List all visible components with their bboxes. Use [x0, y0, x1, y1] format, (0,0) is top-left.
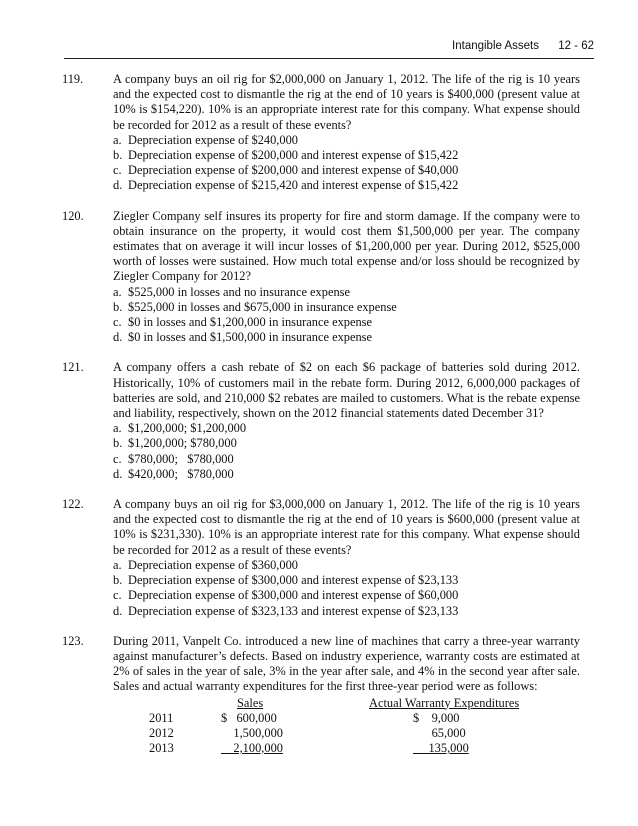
question-119 [62, 72, 580, 194]
option-d: d. Depreciation expense of $215,420 and interest expense of $15,422 [113, 178, 459, 193]
question-number: 123. [62, 633, 84, 648]
question-120 [62, 209, 580, 346]
header-sales: Sales [237, 695, 264, 710]
question-121 [62, 360, 580, 482]
question-number: 122. [62, 497, 84, 512]
option-c: c. Depreciation expense of $300,000 and interest expense of $60,000 [113, 588, 459, 603]
question-stem: During 2011, Vanpelt Co. introduced a new line of machines that carry a three-year warranty against manufacturer’s defects. Based on industry experience, warranty costs are estimated at 2% of sales in the year of sale, 3% in the year after sale, and 4% in the second year after sale. Sales and actual warranty expenditures for the first three-year period were as follows: [113, 633, 580, 694]
option-d: d. Depreciation expense of $323,133 and interest expense of $23,133 [113, 603, 459, 618]
question-stem: Ziegler Company self insures its property for fire and storm damage. If the company were to obtain insurance on the property, it would cost them $1,500,000 per year. The company estimates that on average it will incur losses of $1,200,000 per year. During 2012, $525,000 worth of losses were sustained. How much total expense and/or loss should be recognized by Ziegler Company for 2012? [113, 208, 580, 284]
warranty-table [113, 696, 519, 757]
option-b: b. Depreciation expense of $300,000 and interest expense of $23,133 [113, 573, 459, 588]
option-c: c. Depreciation expense of $200,000 and interest expense of $40,000 [113, 163, 459, 178]
table-row [113, 741, 519, 756]
table-row [113, 726, 519, 741]
option-b: b. $1,200,000; $780,000 [113, 436, 237, 451]
cell-year: 2013 [149, 741, 174, 756]
cell-warranty: $ 9,000 [413, 710, 460, 725]
option-a: a. $1,200,000; $1,200,000 [113, 421, 247, 436]
cell-year: 2011 [149, 710, 174, 725]
option-a: a. $525,000 in losses and no insurance expense [113, 284, 350, 299]
table-row [113, 711, 519, 726]
cell-year: 2012 [149, 725, 174, 740]
option-b: b. Depreciation expense of $200,000 and interest expense of $15,422 [113, 148, 459, 163]
option-d: d. $0 in losses and $1,500,000 in insurance expense [113, 330, 372, 345]
table-header-row [113, 696, 519, 711]
option-d: d. $420,000; $780,000 [113, 466, 234, 481]
cell-sales: 1,500,000 [221, 725, 283, 740]
option-a: a. Depreciation expense of $360,000 [113, 557, 298, 572]
question-123 [62, 634, 580, 757]
page-number: 12 - 62 [558, 40, 594, 52]
question-stem: A company buys an oil rig for $2,000,000 on January 1, 2012. The life of the rig is 10 years and the expected cost to dismantle the rig at the end of 10 years is $400,000 (present value at 10% is $154,220). 10% is an appropriate interest rate for this company. What expense should be recorded for 2012 as a result of these events? [113, 72, 580, 132]
cell-sales: $ 600,000 [221, 710, 277, 725]
cell-warranty: 135,000 [413, 741, 469, 756]
section-title: Intangible Assets [452, 40, 539, 52]
cell-warranty: 65,000 [413, 725, 466, 740]
header-warranty: Actual Warranty Expenditures [369, 695, 520, 710]
question-number: 121. [62, 360, 84, 375]
option-a: a. Depreciation expense of $240,000 [113, 132, 298, 147]
question-stem: A company buys an oil rig for $3,000,000 on January 1, 2012. The life of the rig is 10 years and the expected cost to dismantle the rig at the end of 10 years is $600,000 (present value at 10% is $231,330). 10% is an appropriate interest rate for this company. What expense should be recorded for 2012 as a result of these events? [113, 497, 580, 557]
page-header [452, 40, 594, 52]
question-stem: A company offers a cash rebate of $2 on each $6 package of batteries sold during 2012. Historically, 10% of customers mail in the rebate form. During 2012, 6,000,000 packages of batteries are sold, and 210,000 $2 rebates are mailed to customers. What is the rebate expense and liability, respectively, shown on the 2012 financial statements dated December 31? [113, 360, 580, 421]
cell-sales: 2,100,000 [221, 741, 283, 756]
option-b: b. $525,000 in losses and $675,000 in insurance expense [113, 299, 397, 314]
question-number: 120. [62, 208, 84, 223]
question-list [62, 72, 580, 771]
question-number: 119. [62, 72, 84, 86]
header-rule [64, 58, 594, 59]
question-122 [62, 497, 580, 619]
option-c: c. $780,000; $780,000 [113, 451, 234, 466]
option-c: c. $0 in losses and $1,200,000 in insurance expense [113, 315, 372, 330]
